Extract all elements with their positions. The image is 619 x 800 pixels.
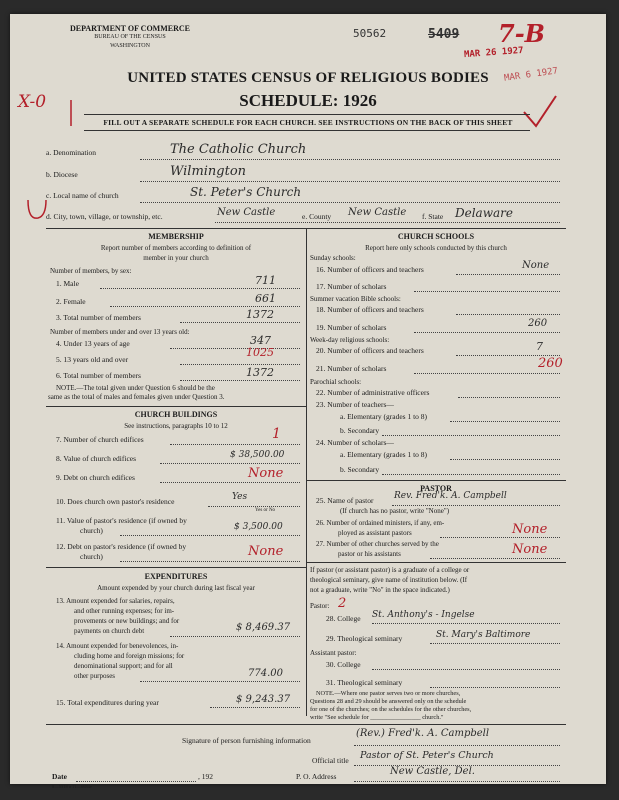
red-mark: 7-B (498, 19, 545, 48)
column-divider (306, 228, 307, 716)
divider (46, 567, 306, 568)
q15-value: $ 9,243.37 (236, 694, 291, 705)
q10-value: Yes (232, 492, 248, 502)
pastor-note-2: Questions 28 and 29 should be answered only on the schedule (310, 698, 467, 705)
q8-value: $ 38,500.00 (230, 450, 285, 460)
q8-label: 8. Value of church edifices (56, 454, 137, 463)
q3-line (180, 322, 300, 323)
signature-label: Signature of person furnishing information (182, 736, 311, 745)
q15-label: 15. Total expenditures during year (56, 698, 159, 707)
crossed-number: 5409 (428, 27, 460, 42)
form-number: 8—5318 a 11—6684e (52, 784, 92, 789)
official-title-label: Official title (312, 756, 349, 765)
q26-label-1: 26. Number of ordained ministers, if any, em- (316, 519, 445, 527)
pastor-mark: 2 (338, 596, 347, 611)
q12-line (120, 561, 300, 562)
q23b-label: b. Secondary (340, 426, 380, 435)
q13-label-4: payments on church debt (74, 627, 145, 635)
q12-label-1: 12. Debt on pastor's residence (if owned by (56, 542, 187, 551)
county-value: New Castle (348, 207, 407, 218)
q28-value: St. Anthony's - Ingelse (372, 610, 475, 620)
q23b-line (382, 435, 560, 436)
q14-label-3: denominational support; and for all (74, 662, 173, 670)
q27-label-1: 27. Number of other churches served by the (316, 540, 439, 548)
date-label: Date (52, 772, 67, 781)
q23-label: 23. Number of teachers— (316, 400, 394, 409)
pastor-sub-label: Pastor: (310, 602, 330, 610)
q6-value: 1372 (246, 366, 274, 379)
q6-label: 6. Total number of members (56, 371, 141, 380)
date-line (76, 781, 196, 782)
denomination-line (140, 159, 560, 160)
schools-intro: Report here only schools conducted by this church (365, 244, 507, 252)
q7-value: 1 (272, 426, 281, 442)
census-schedule-sheet (10, 14, 606, 789)
local-name-line (140, 202, 560, 203)
q4-value: 347 (250, 334, 271, 347)
q20-label: 20. Number of officers and teachers (316, 346, 424, 355)
membership-note-1: NOTE.—The total given under Question 6 should be the (56, 384, 215, 392)
q5-line (180, 364, 300, 365)
q18-line (456, 314, 560, 315)
q7-line (170, 444, 300, 445)
q16-value: None (522, 260, 550, 271)
local-name-label: c. Local name of church (46, 191, 119, 200)
state-value: Delaware (455, 206, 513, 220)
denomination-value: The Catholic Church (170, 142, 307, 157)
q10-label: 10. Does church own pastor's residence (56, 497, 175, 506)
form-title: UNITED STATES CENSUS OF RELIGIOUS BODIES (127, 70, 489, 86)
assistant-sub-label: Assistant pastor: (310, 649, 357, 657)
q31-label: 31. Theological seminary (326, 678, 403, 687)
q24a-label: a. Elementary (grades 1 to 8) (340, 450, 428, 459)
local-name-value: St. Peter's Church (190, 185, 302, 199)
q1-value: 711 (255, 274, 276, 287)
divider (306, 562, 566, 563)
diocese-line (140, 181, 560, 182)
diocese-value: Wilmington (170, 164, 247, 179)
q15-line (210, 707, 300, 708)
membership-heading: MEMBERSHIP (148, 232, 204, 241)
by-age-label: Number of members under and over 13 years old: (50, 328, 190, 336)
pastor-heading: PASTOR (420, 484, 452, 493)
q25-label: 25. Name of pastor (316, 496, 374, 505)
expenditures-heading: EXPENDITURES (144, 572, 208, 581)
q1-line (100, 288, 300, 289)
side-mark: X-0 (18, 92, 47, 112)
dept-name: DEPARTMENT OF COMMERCE (70, 24, 191, 33)
q5-label: 5. 13 years old and over (56, 355, 129, 364)
city-label: d. City, town, village, or township, etc. (46, 212, 163, 221)
q23a-line (450, 421, 560, 422)
q17-label: 17. Number of scholars (316, 282, 387, 291)
schools-heading: CHURCH SCHOOLS (397, 232, 475, 241)
q5-value: 1025 (246, 346, 274, 359)
q14-label-4: other purposes (74, 672, 116, 680)
q28-line (372, 623, 560, 624)
q4-label: 4. Under 13 years of age (56, 339, 130, 348)
q21-line (414, 373, 560, 374)
q16-line (456, 274, 560, 275)
po-address-value: New Castle, Del. (390, 766, 475, 777)
denomination-label: a. Denomination (46, 148, 96, 157)
q14-line (140, 681, 300, 682)
q4-line (170, 348, 300, 349)
buildings-sub: See instructions, paragraphs 10 to 12 (124, 422, 228, 430)
city-name: WASHINGTON (110, 43, 150, 49)
q22-label: 22. Number of administrative officers (316, 388, 430, 397)
weekday-schools-label: Week-day religious schools: (310, 336, 390, 344)
graduate-note-2: theological seminary, give name of institution below. (If (310, 576, 468, 584)
q2-value: 661 (255, 292, 276, 305)
parochial-schools-label: Parochial schools: (310, 378, 362, 386)
q12-value: None (248, 544, 284, 559)
membership-note-2: same as the total of males and females given under Question 3. (48, 393, 225, 401)
buildings-heading: CHURCH BUILDINGS (134, 410, 218, 419)
q30-line (372, 669, 560, 670)
q26-label-2: ployed as assistant pastors (338, 529, 412, 537)
q26-value: None (512, 522, 548, 537)
q1-label: 1. Male (56, 279, 79, 288)
city-county-line (215, 222, 560, 223)
q3-label: 3. Total number of members (56, 313, 141, 322)
q7-label: 7. Number of church edifices (56, 435, 144, 444)
department-heading (70, 24, 190, 51)
q25-value: Rev. Fred'k. A. Campbell (394, 491, 507, 501)
q2-line (110, 306, 300, 307)
q10-line (208, 506, 300, 507)
q24a-line (450, 459, 560, 460)
q3-value: 1372 (246, 308, 274, 321)
q13-label-1: 13. Amount expended for salaries, repairs, (56, 597, 175, 605)
form-subtitle: SCHEDULE: 1926 (239, 91, 377, 110)
graduate-note-1: If pastor (or assistant pastor) is a graduate of a college or (310, 566, 470, 574)
pastor-note-4: write "See schedule for ________________ church." (310, 714, 444, 721)
q24b-line (382, 474, 560, 475)
q13-label-2: and other running expenses; for im- (74, 607, 175, 615)
q28-label: 28. College (326, 614, 361, 623)
q19-label: 19. Number of scholars (316, 323, 387, 332)
q13-label-3: provements or new buildings; and for (74, 617, 180, 625)
q31-line (430, 687, 560, 688)
bureau-name: BUREAU OF THE CENSUS (94, 34, 166, 40)
q27-label-2: pastor or his assistants (338, 550, 401, 558)
official-title-value: Pastor of St. Peter's Church (360, 750, 494, 761)
q25-hint: (If church has no pastor, write "None") (340, 507, 450, 515)
q19-line (414, 332, 560, 333)
q6-line (180, 380, 300, 381)
q13-value: $ 8,469.37 (236, 622, 291, 633)
po-address-label: P. O. Address (296, 772, 337, 781)
by-sex-label: Number of members, by sex: (50, 267, 132, 275)
city-value: New Castle (217, 207, 276, 218)
q17-line (414, 291, 560, 292)
instructions-line: FILL OUT A SEPARATE SCHEDULE FOR EACH CHURCH. SEE INSTRUCTIONS ON THE BACK OF THIS SHEET (103, 118, 513, 127)
q9-label: 9. Debt on church edifices (56, 473, 135, 482)
membership-intro-2: member in your church (143, 254, 209, 262)
pastor-note-1: NOTE.—Where one pastor serves two or more churches, (316, 690, 461, 697)
divider (84, 114, 530, 115)
q26-line (440, 537, 560, 538)
stamp-number: 50562 (353, 27, 387, 40)
q24-label: 24. Number of scholars— (316, 438, 394, 447)
q11-line (120, 535, 300, 536)
expenditures-sub: Amount expended by your church during last fiscal year (97, 584, 255, 592)
q23a-label: a. Elementary (grades 1 to 8) (340, 412, 428, 421)
q30-label: 30. College (326, 660, 361, 669)
q11-label-1: 11. Value of pastor's residence (if owned by (56, 516, 187, 525)
diocese-label: b. Diocese (46, 170, 78, 179)
q16-label: 16. Number of officers and teachers (316, 265, 424, 274)
received-stamp-2: MAR 6 1927 (503, 66, 559, 84)
vacation-schools-label: Summer vacation Bible schools: (310, 295, 401, 303)
q29-line (430, 643, 560, 644)
q9-line (160, 482, 300, 483)
q11-value: $ 3,500.00 (234, 522, 283, 532)
q9-value: None (248, 466, 284, 481)
q29-value: St. Mary's Baltimore (436, 630, 531, 640)
received-stamp-1: MAR 26 1927 (463, 45, 524, 61)
sunday-schools-label: Sunday schools: (310, 254, 356, 262)
q27-line (430, 558, 560, 559)
q20-value: 7 (536, 340, 543, 353)
q13-line (170, 636, 300, 637)
graduate-note-3: not a graduate, write "No" in the space indicated.) (310, 586, 450, 594)
q27-value: None (512, 542, 548, 557)
q22-line (458, 397, 560, 398)
q25-line (392, 505, 560, 506)
signature-value: (Rev.) Fred'k. A. Campbell (356, 728, 490, 739)
membership-intro-1: Report number of members according to definition of (100, 244, 252, 252)
q18-label: 18. Number of officers and teachers (316, 305, 424, 314)
divider (46, 406, 306, 407)
q12-label-2: church) (80, 552, 103, 561)
divider (306, 480, 566, 481)
q21-label: 21. Number of scholars (316, 364, 387, 373)
q21-value: 260 (538, 356, 563, 371)
county-label: e. County (302, 212, 332, 221)
q14-label-1: 14. Amount expended for benevolences, in- (56, 642, 179, 650)
divider (84, 130, 530, 131)
q24b-label: b. Secondary (340, 465, 380, 474)
q14-value: 774.00 (248, 668, 283, 679)
q8-line (160, 463, 300, 464)
section-bottom-rule (46, 724, 566, 725)
po-address-line (354, 781, 560, 782)
q11-label-2: church) (80, 526, 103, 535)
signature-line (354, 745, 560, 746)
state-label: f. State (422, 212, 444, 221)
q29-label: 29. Theological seminary (326, 634, 403, 643)
pastor-note-3: for one of the churches; on the schedules for the other churches, (310, 706, 472, 713)
q10-hint: Yes or No (255, 508, 276, 513)
q14-label-2: cluding home and foreign missions; for (74, 652, 185, 660)
q19-value: 260 (528, 318, 548, 329)
q2-label: 2. Female (56, 297, 86, 306)
date-year: , 192 (198, 772, 213, 781)
